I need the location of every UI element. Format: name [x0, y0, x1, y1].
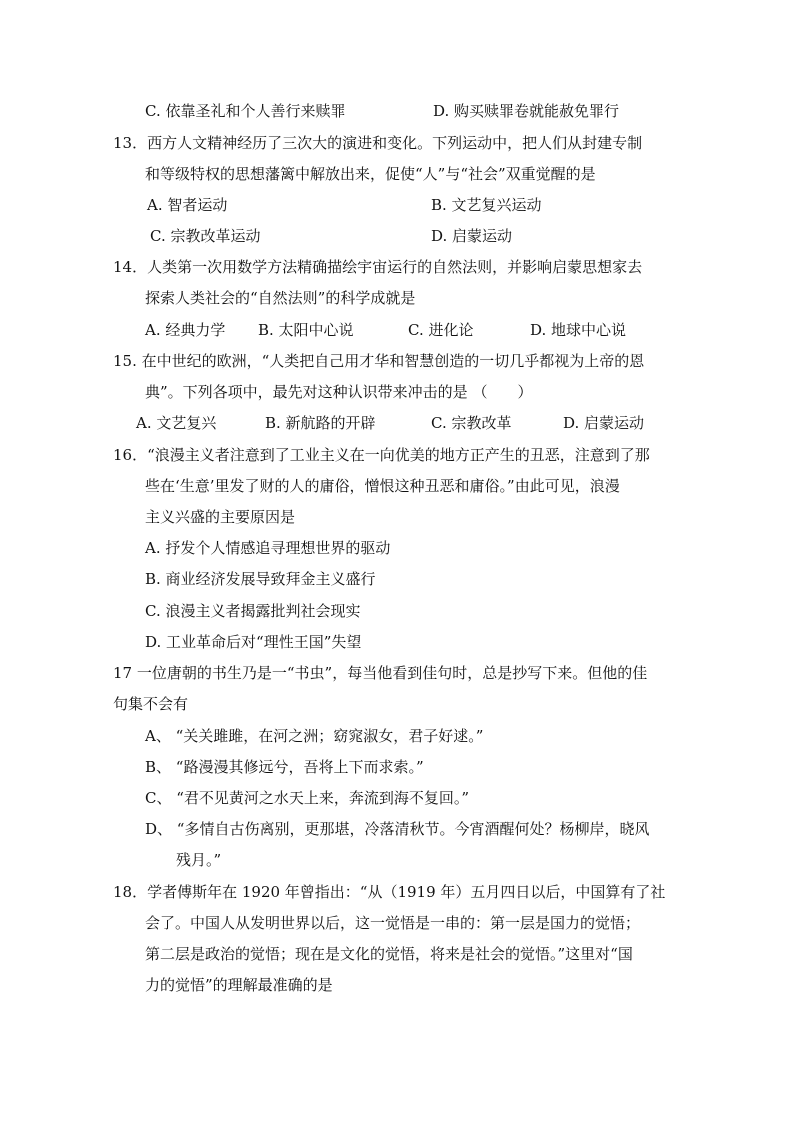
- q15-option-a: A. 文艺复兴: [136, 414, 217, 432]
- q14-option-a: A. 经典力学: [145, 321, 226, 339]
- q13-option-d: D. 启蒙运动: [431, 227, 513, 245]
- q17-option-d-line-1: D、 “多情自古伤离别，更那堪，冷落清秋节。今宵酒醒何处？杨柳岸，晓风: [145, 820, 650, 838]
- q12-option-c: C. 依靠圣礼和个人善行来赎罪: [145, 102, 346, 120]
- q16-option-b: B. 商业经济发展导致拜金主义盛行: [145, 570, 376, 588]
- q14-stem-line-1: 14．人类第一次用数学方法精确描绘宇宙运行的自然法则，并影响启蒙思想家去: [113, 258, 643, 276]
- q15-stem-line-1: 15. 在中世纪的欧洲，“人类把自己用才华和智慧创造的一切几乎都视为上帝的恩: [113, 352, 645, 370]
- q17-option-a: A、 “关关雎雎，在河之洲；窈窕淑女，君子好逑。”: [145, 727, 484, 745]
- q15-option-d: D. 启蒙运动: [563, 414, 645, 432]
- q16-stem-line-2: 些在‘生意’里发了财的人的庸俗，憎恨这种丑恶和庸俗。”由此可见，浪漫: [145, 477, 620, 495]
- q18-stem-line-3: 第二层是政治的觉悟；现在是文化的觉悟，将来是社会的觉悟。”这里对“国: [145, 945, 633, 963]
- q17-option-c: C、 “君不见黄河之水天上来，奔流到海不复回。”: [145, 789, 470, 807]
- q14-option-d: D. 地球中心说: [530, 321, 627, 339]
- q17-stem-line-1: 17 一位唐朝的书生乃是一“书虫”，每当他看到佳句时，总是抄写下来。但他的佳: [113, 664, 648, 682]
- q17-option-d-line-2: 残月。”: [176, 851, 222, 869]
- q18-stem-line-1: 18．学者傅斯年在 1920 年曾指出：“从（1919 年）五月四日以后，中国算有了社: [113, 883, 666, 901]
- q14-option-c: C. 进化论: [408, 321, 474, 339]
- q15-option-b: B. 新航路的开辟: [265, 414, 376, 432]
- q13-option-b: B. 文艺复兴运动: [431, 196, 542, 214]
- q13-option-c: C. 宗教改革运动: [150, 227, 261, 245]
- q13-stem-line-2: 和等级特权的思想藩篱中解放出来，促使“人”与“社会”双重觉醒的是: [145, 165, 596, 183]
- q14-option-b: B. 太阳中心说: [258, 321, 354, 339]
- q12-option-d: D. 购买赎罪卷就能赦免罪行: [433, 102, 620, 120]
- q15-option-c: C. 宗教改革: [431, 414, 512, 432]
- q17-option-b: B、 “路漫漫其修远兮，吾将上下而求索。”: [145, 758, 424, 776]
- q18-stem-line-2: 会了。中国人从发明世界以后，这一觉悟是一串的：第一层是国力的觉悟；: [145, 914, 641, 932]
- q16-option-c: C. 浪漫主义者揭露批判社会现实: [145, 602, 361, 620]
- q14-stem-line-2: 探索人类社会的“自然法则”的科学成就是: [145, 289, 416, 307]
- q16-stem-line-1: 16．“浪漫主义者注意到了工业主义在一向优美的地方正产生的丑恶，注意到了那: [113, 446, 650, 464]
- q13-stem-line-1: 13．西方人文精神经历了三次大的演进和变化。下列运动中，把人们从封建专制: [113, 134, 643, 152]
- q16-stem-line-3: 主义兴盛的主要原因是: [145, 508, 296, 526]
- q16-option-a: A. 抒发个人情感追寻理想世界的驱动: [145, 539, 391, 557]
- q15-stem-line-2: 典”。下列各项中，最先对这种认识带来冲击的是 （ ）: [145, 383, 533, 401]
- q16-option-d: D. 工业革命后对“理性王国”失望: [145, 633, 362, 651]
- q17-stem-line-2: 句集不会有: [113, 695, 189, 713]
- q13-option-a: A. 智者运动: [147, 196, 228, 214]
- q18-stem-line-4: 力的觉悟”的理解最准确的是: [145, 976, 333, 994]
